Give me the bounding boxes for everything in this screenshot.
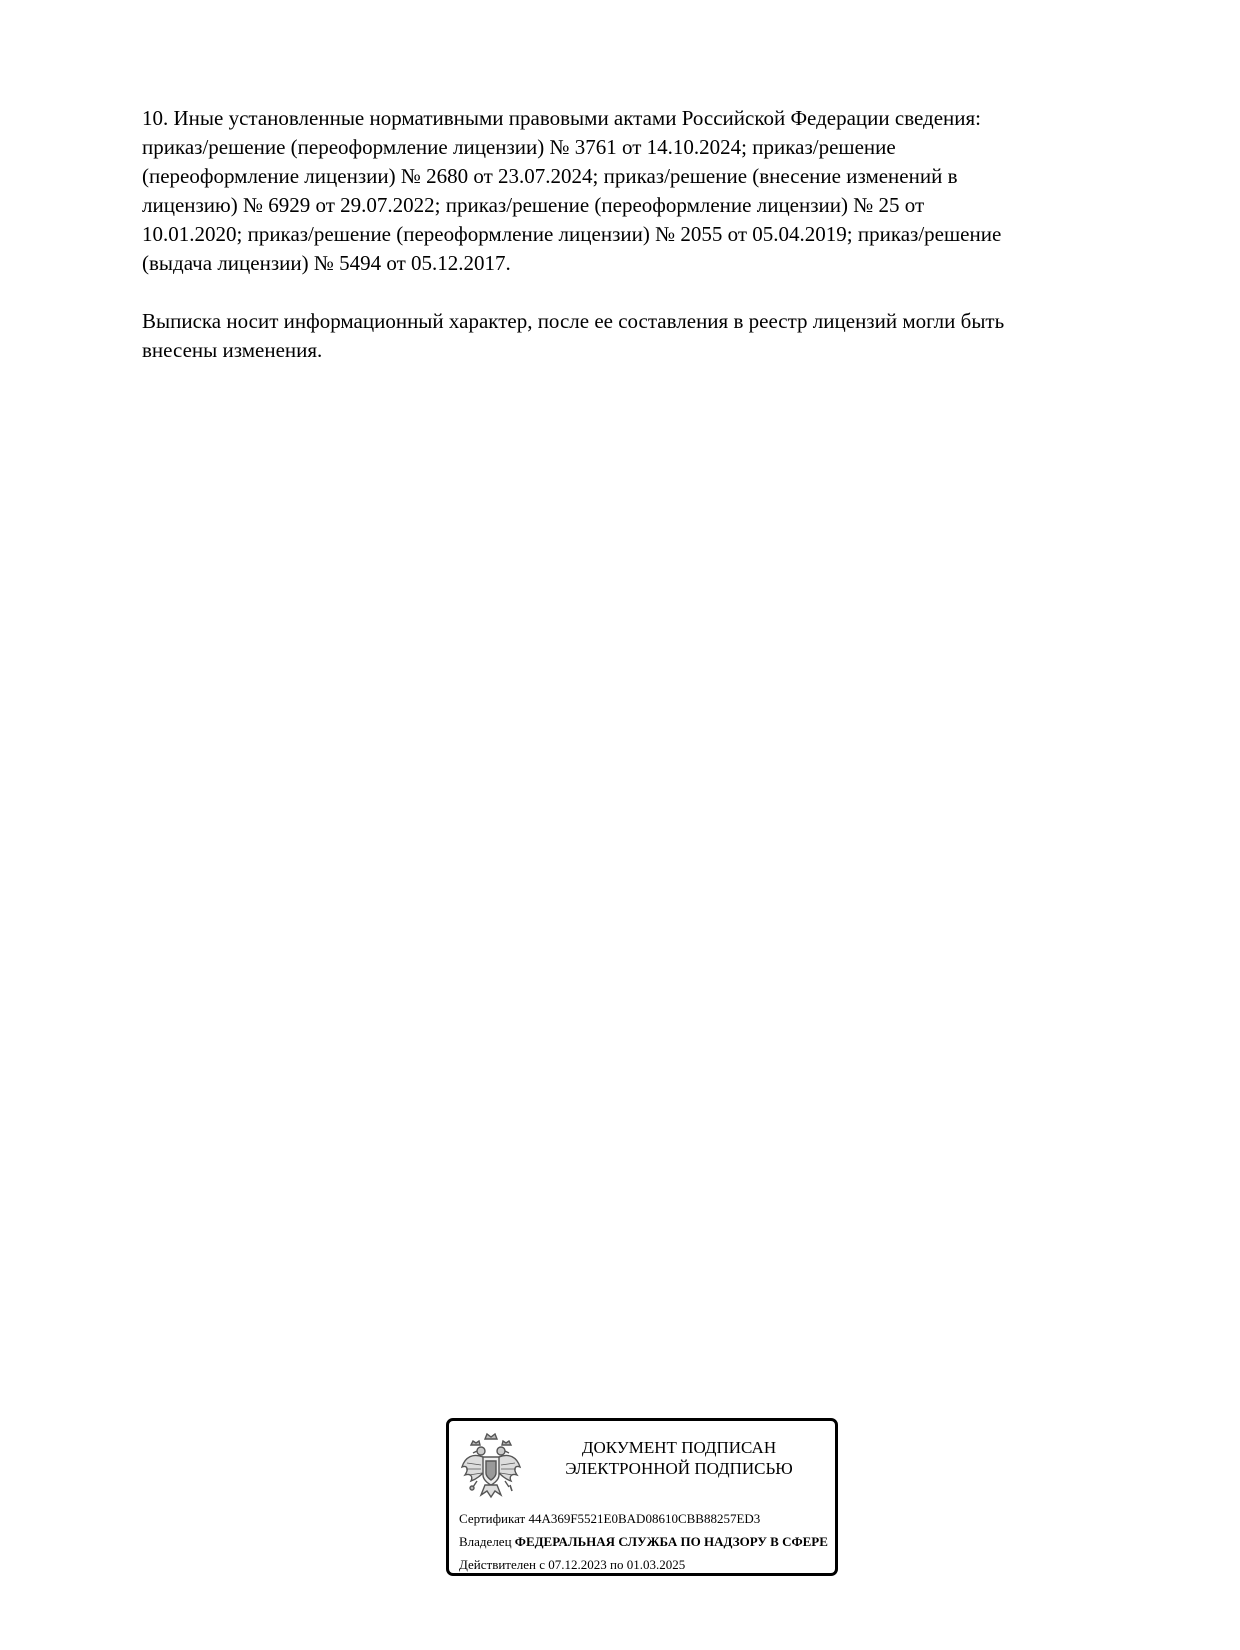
owner-value: ФЕДЕРАЛЬНАЯ СЛУЖБА ПО НАДЗОРУ В СФЕРЕ [514, 1534, 828, 1549]
certificate-label: Сертификат [459, 1511, 526, 1526]
document-body [142, 104, 1142, 365]
paragraph-spacer [142, 278, 1142, 307]
certificate-field [459, 1510, 760, 1528]
russian-coat-of-arms-icon [459, 1431, 523, 1499]
text-line: (выдача лицензии) № 5494 от 05.12.2017. [142, 251, 511, 275]
validity-field: Действителен с 07.12.2023 по 01.03.2025 [459, 1557, 686, 1572]
text-line: приказ/решение (переоформление лицензии) № 3761 от 14.10.2024; приказ/решение [142, 135, 896, 159]
certificate-value: 44A369F5521E0BAD08610CBB88257ED3 [528, 1511, 761, 1526]
text-line: внесены изменения. [142, 338, 323, 362]
owner-field [459, 1533, 828, 1551]
stamp-title-line2: ЭЛЕКТРОННОЙ ПОДПИСЬЮ [565, 1459, 793, 1478]
stamp-title-line1: ДОКУМЕНТ ПОДПИСАН [581, 1438, 777, 1457]
paragraph-disclaimer [142, 307, 1142, 365]
owner-label: Владелец [459, 1534, 512, 1549]
text-line: 10. Иные установленные нормативными правовыми актами Российской Федерации сведения: [142, 106, 982, 130]
text-line: Выписка носит информационный характер, после ее составления в реестр лицензий могли быть [142, 309, 1005, 333]
text-line: лицензию) № 6929 от 29.07.2022; приказ/решение (переоформление лицензии) № 25 от [142, 193, 925, 217]
electronic-signature-stamp [446, 1418, 838, 1576]
text-line: (переоформление лицензии) № 2680 от 23.07.2024; приказ/решение (внесение изменений в [142, 164, 958, 188]
text-line: 10.01.2020; приказ/решение (переоформление лицензии) № 2055 от 05.04.2019; приказ/решение [142, 222, 1002, 246]
paragraph-other-info [142, 104, 1142, 278]
